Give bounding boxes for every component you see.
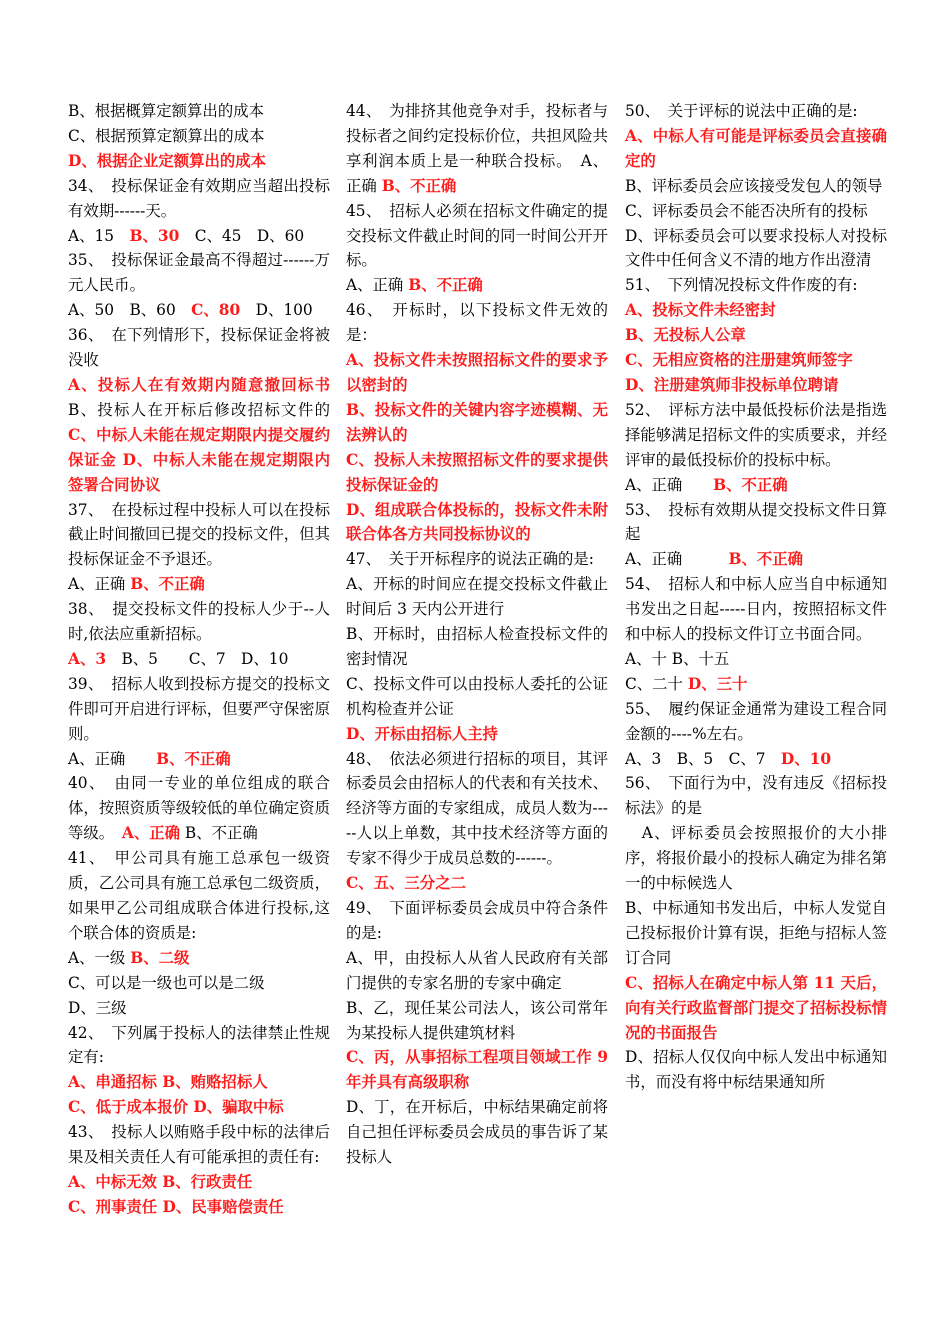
question-line <box>625 1045 887 1095</box>
question-line <box>68 1195 330 1220</box>
question-line <box>625 224 887 274</box>
question-line <box>68 996 330 1021</box>
question-line <box>346 99 608 199</box>
answer-highlight: D、三十 <box>687 674 748 693</box>
question-line <box>68 124 330 149</box>
text-segment: 41、 甲公司具有施工总承包一级资质，乙公司具有施工总承包二级资质，如果甲乙公司组成联合体进行投标,这个联合体的资质是: <box>68 849 330 942</box>
answer-highlight: C、80 <box>191 301 241 320</box>
text-segment: C、根据预算定额算出的成本 <box>68 126 265 145</box>
question-line <box>346 747 608 872</box>
text-segment: B、投标人在开标后修改招标文件的 <box>68 400 330 419</box>
question-line <box>346 896 608 946</box>
question-line <box>625 323 887 348</box>
text-segment: A、正确 <box>625 550 729 569</box>
answer-highlight: D、开标由招标人主持 <box>346 724 498 743</box>
answer-highlight: A、投标文件未经密封 <box>625 301 776 320</box>
column-middle <box>346 99 608 1170</box>
text-segment: A、开标的时间应在提交投标文件截止时间后 3 天内公开进行 <box>346 575 608 619</box>
question-line <box>625 273 887 298</box>
question-line <box>625 473 887 498</box>
text-segment: 53、 投标有效期从提交投标文件日算起 <box>625 500 887 544</box>
answer-highlight: B、不正确 <box>130 575 205 594</box>
text-segment: 52、 评标方法中最低投标价法是指选择能够满足招标文件的实质要求，并经评审的最低投标价的投标中标。 <box>625 400 887 469</box>
answer-highlight: D、组成联合体投标的，投标文件未附联合体各方共同投标协议的 <box>346 500 608 544</box>
text-segment: C、投标文件可以由投标人委托的公证机构检查并公证 <box>346 674 608 718</box>
text-segment: 56、 下面行为中，没有违反《招标投标法》的是 <box>625 774 887 818</box>
question-line <box>68 846 330 946</box>
text-segment: 47、 关于开标程序的说法正确的是: <box>346 550 594 569</box>
question-line <box>346 273 608 298</box>
text-segment: A、甲，由投标人从省人民政府有关部门提供的专家名册的专家中确定 <box>346 948 608 992</box>
answer-highlight: C、投标人未按照招标文件的要求提供投标保证金的 <box>346 450 608 494</box>
answer-highlight: C、招标人在确定中标人第 11 天后，向有关行政监督部门提交了招标投标情况的书面报告 <box>625 973 887 1042</box>
question-line <box>625 124 887 174</box>
question-line <box>625 348 887 373</box>
text-segment: A、评标委员会按照报价的大小排序，将报价最小的投标人确定为排名第一的中标候选人 <box>625 824 887 893</box>
text-segment: C、评标委员会不能否决所有的投标 <box>625 201 868 220</box>
text-segment: A、正确 <box>346 276 409 295</box>
answer-highlight: B、无投标人公章 <box>625 326 746 345</box>
answer-highlight: A、中标无效 B、行政责任 <box>68 1172 253 1191</box>
question-line <box>68 672 330 747</box>
text-segment: 39、 招标人收到投标方提交的投标文件即可开启进行评标，但要严守保密原则。 <box>68 674 330 743</box>
text-segment: D、丁，在开标后，中标结果确定前将自己担任评标委员会成员的事告诉了某投标人 <box>346 1098 608 1167</box>
question-line <box>625 373 887 398</box>
question-line <box>346 996 608 1046</box>
text-segment: 55、 履约保证金通常为建设工程合同金额的----%左右。 <box>625 699 887 743</box>
text-segment: B、开标时，由招标人检查投标文件的密封情况 <box>346 625 608 668</box>
text-segment: 50、 关于评标的说法中正确的是: <box>625 102 858 120</box>
question-line <box>346 946 608 996</box>
text-segment: 45、 招标人必须在招标文件确定的提交投标文件截止时间的同一时间公开开标。 <box>346 201 608 270</box>
question-line <box>625 771 887 821</box>
answer-highlight: B、投标文件的关键内容字迹模糊、无法辨认的 <box>346 400 608 444</box>
text-segment: D、招标人仅仅向中标人发出中标通知书，而没有将中标结果通知所 <box>625 1048 887 1092</box>
text-segment: 38、 提交投标文件的投标人少于--人时,依法应重新招标。 <box>68 600 330 644</box>
question-line <box>68 1070 330 1095</box>
question-line <box>625 298 887 323</box>
question-line <box>68 174 330 224</box>
text-segment: A、正确 <box>625 475 714 494</box>
question-line <box>346 572 608 622</box>
answer-highlight: D、10 <box>780 749 832 768</box>
question-line <box>68 572 330 597</box>
question-line <box>346 298 608 348</box>
question-line <box>68 1120 330 1170</box>
question-line <box>346 498 608 548</box>
text-segment: 34、 投标保证金有效期应当超出投标有效期------天。 <box>68 176 330 220</box>
text-segment: 42、 下列属于投标人的法律禁止性规定有: <box>68 1023 330 1067</box>
question-line <box>68 99 330 124</box>
text-segment: B、评标委员会应该接受发包人的领导 <box>625 176 883 195</box>
text-segment: A、正确 <box>68 749 157 768</box>
question-line <box>68 647 330 672</box>
text-segment: C、可以是一级也可以是二级 <box>68 973 265 992</box>
text-segment: C、45 D、60 <box>179 226 305 245</box>
answer-highlight: C、无相应资格的注册建筑师签字 <box>625 351 853 370</box>
answer-highlight: A、中标人有可能是评标委员会直接确定的 <box>625 126 887 170</box>
question-line <box>625 99 887 124</box>
text-segment: A、十 B、十五 <box>625 649 730 668</box>
text-segment: 37、 在投标过程中投标人可以在投标截止时间撤回已提交的投标文件，但其投标保证金不予退还。 <box>68 500 330 569</box>
answer-highlight: C、刑事责任 D、民事赔偿责任 <box>68 1197 284 1216</box>
answer-highlight: D、注册建筑师非投标单位聘请 <box>625 375 839 394</box>
question-line <box>68 1095 330 1120</box>
text-segment: A、50 B、60 <box>68 301 192 320</box>
question-line <box>346 547 608 572</box>
column-left <box>68 99 330 1220</box>
question-line <box>346 1095 608 1170</box>
question-line <box>68 747 330 772</box>
question-line <box>68 1021 330 1071</box>
answer-highlight: B、不正确 <box>381 176 457 195</box>
answer-highlight: D、根据企业定额算出的成本 <box>68 151 267 170</box>
text-segment: B、根据概算定额算出的成本 <box>68 102 264 120</box>
column-right <box>625 99 887 1095</box>
text-segment: C、二十 <box>625 674 688 693</box>
answer-highlight: A、正确 <box>121 824 180 843</box>
question-line <box>625 971 887 1046</box>
text-segment: 46、 开标时，以下投标文件无效的是： <box>346 301 608 345</box>
question-line <box>346 398 608 448</box>
question-line <box>625 398 887 473</box>
text-segment: B、中标通知书发出后，中标人发觉自己投标报价计算有误，拒绝与招标人签订合同 <box>625 899 887 967</box>
question-line <box>346 199 608 274</box>
question-line <box>625 572 887 647</box>
answer-highlight: C、低于成本报价 D、骗取中标 <box>68 1098 284 1117</box>
question-line <box>625 672 887 697</box>
answer-highlight: B、不正确 <box>713 475 788 494</box>
answer-highlight: B、不正确 <box>728 550 804 569</box>
text-segment: 48、 依法必须进行招标的项目，其评标委员会由招标人的代表和有关技术、经济等方面的专家组成，成员人数为-----人以上单数，其中技术经济等方面的专家不得少于成员总数的------。 <box>346 749 608 868</box>
text-segment: D、100 <box>240 301 313 320</box>
text-segment: D、评标委员会可以要求投标人对投标文件中任何含义不清的地方作出澄清 <box>625 226 887 270</box>
question-line <box>346 672 608 722</box>
text-segment: 51、 下列情况投标文件作废的有: <box>625 276 858 295</box>
text-segment: 40、 由同一专业的单位组成的联合体，按照资质等级较低的单位确定资质等级。 <box>68 774 330 843</box>
question-line <box>625 199 887 224</box>
question-line <box>625 498 887 548</box>
answer-highlight: B、30 <box>129 226 180 245</box>
question-line <box>346 622 608 672</box>
answer-highlight: A、3 <box>68 649 107 668</box>
answer-highlight: A、串通招标 B、贿赂招标人 <box>68 1073 268 1092</box>
question-line <box>68 373 330 498</box>
text-segment: D、三级 <box>68 998 127 1017</box>
answer-highlight: A、投标人在有效期内随意撤回标书 <box>68 375 330 394</box>
question-line <box>68 149 330 174</box>
answer-highlight: C、五、三分之二 <box>346 874 466 893</box>
text-segment: 36、 在下列情形下，投标保证金将被没收 <box>68 326 330 370</box>
text-segment: 35、 投标保证金最高不得超过------万元人民币。 <box>68 251 330 295</box>
question-line <box>625 821 887 896</box>
text-segment: B、乙，现任某公司法人，该公司常年为某投标人提供建筑材料 <box>346 998 608 1042</box>
answer-highlight: A、投标文件未按照招标文件的要求予以密封的 <box>346 351 608 394</box>
question-line <box>346 448 608 498</box>
question-line <box>68 323 330 373</box>
question-line <box>68 771 330 846</box>
question-line <box>68 1170 330 1195</box>
question-line <box>68 224 330 249</box>
text-segment: 43、 投标人以贿赂手段中标的法律后果及相关责任人有可能承担的责任有: <box>68 1123 330 1167</box>
question-line <box>625 896 887 971</box>
question-line <box>346 722 608 747</box>
question-line <box>68 946 330 971</box>
question-line <box>68 298 330 323</box>
text-segment: 54、 招标人和中标人应当自中标通知书发出之日起-----日内，按照招标文件和中标人的投标文件订立书面合同。 <box>625 575 887 644</box>
answer-highlight: B、不正确 <box>156 749 231 768</box>
text-segment: 49、 下面评标委员会成员中符合条件的是: <box>346 899 608 942</box>
question-line <box>346 871 608 896</box>
question-line <box>625 174 887 199</box>
text-segment: B、不正确 <box>180 824 258 843</box>
question-line <box>68 971 330 996</box>
question-line <box>346 348 608 398</box>
text-segment: B、5 C、7 D、10 <box>106 649 289 668</box>
text-segment: 44、 为排挤其他竞争对手，投标者与投标者之间约定投标价位，共担风险共享利润本质上是一种联合投标。 A、正确 <box>346 102 608 195</box>
question-line <box>68 498 330 573</box>
answer-highlight: C、中标人未能在规定期限内提交履约保证金 D、中标人未能在规定期限内签署合同协议 <box>68 425 330 494</box>
question-line <box>625 697 887 747</box>
answer-highlight: C、丙，从事招标工程项目领域工作 9 年并具有高级职称 <box>346 1048 608 1092</box>
question-line <box>625 547 887 572</box>
text-segment: A、15 <box>68 226 130 245</box>
question-line <box>625 747 887 772</box>
text-segment: A、一级 <box>68 948 131 967</box>
question-line <box>68 248 330 298</box>
question-line <box>68 597 330 647</box>
text-segment: A、正确 <box>68 575 131 594</box>
answer-highlight: B、不正确 <box>408 276 483 295</box>
answer-highlight: B、二级 <box>130 948 190 967</box>
question-line <box>625 647 887 672</box>
text-segment: A、3 B、5 C、7 <box>625 749 781 768</box>
question-line <box>346 1045 608 1095</box>
